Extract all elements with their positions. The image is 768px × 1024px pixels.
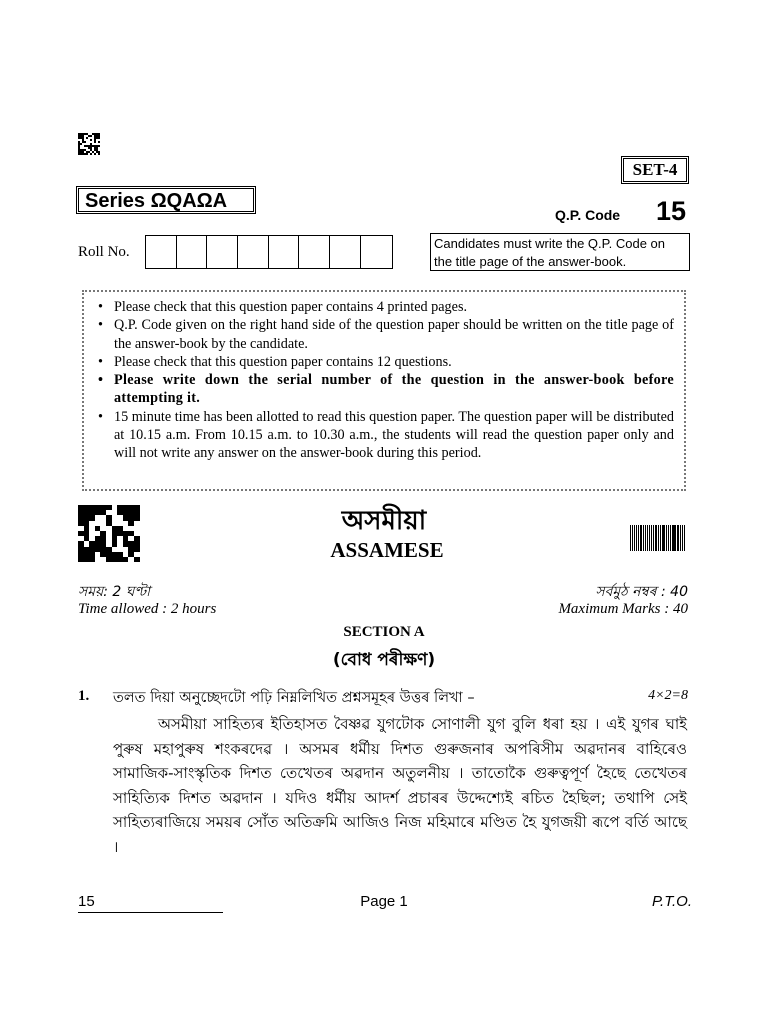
- roll-box[interactable]: [330, 236, 361, 268]
- comprehension-passage: অসমীয়া সাহিত্যৰ ইতিহাসত বৈষ্ণৱ যুগটোক সোণালী যুগ বুলি ধৰা হয় । এই যুগৰ ঘাই পুৰুষ মহাপুৰুষ শংকৰদেৱ । অসমৰ ধৰ্মীয় দিশত গুৰুজনাৰ অপৰিসীম অৱদানৰ বাহিৰেও সামাজিক-সাংস্কৃতিক দিশত তেখেতৰ অৱদান অতুলনীয় । তাতোকৈ গুৰুত্বপূৰ্ণ হৈছে তেখেতৰ সাহিত্যিক দিশত অৱদান । যদিও ধৰ্মীয় আদৰ্শ প্ৰচাৰৰ উদ্দেশ্যেই ৰচিত হৈছিল; তথাপি সেই সাহিত্যৰাজিয়ে সময়ৰ সোঁত অতিক্ৰমি আজিও নিজ মহিমাৰে মণ্ডিত হৈ যুগজয়ী ৰূপে বৰ্তি আছে ।: [113, 715, 687, 856]
- subject-title-english: ASSAMESE: [330, 538, 444, 562]
- page-number: Page 1: [360, 893, 408, 910]
- pto-label: P.T.O.: [651, 893, 692, 910]
- instruction-item: • Q.P. Code given on the right hand side of the question paper should be written on the title page of the answer-book by the candidate.: [94, 316, 674, 353]
- question-number: 1.: [78, 688, 90, 704]
- footer-rule: [78, 912, 223, 913]
- roll-box[interactable]: [299, 236, 330, 268]
- roll-box[interactable]: [207, 236, 238, 268]
- roll-number-label: Roll No.: [78, 244, 130, 260]
- instruction-item: • 15 minute time has been allotted to read this question paper. The question paper will be distributed at 10.15 a.m. From 10.15 a.m. to 10.30 a.m., the students will read the question paper only and will not write any answer on the answer-book during this period.: [94, 408, 674, 463]
- question-marks: 4×2=8: [648, 688, 688, 703]
- qp-code-value: 15: [656, 196, 687, 226]
- section-subtitle: (বোধ পৰীক্ষণ): [332, 650, 436, 670]
- time-allowed-assamese: সময়: 2 ঘণ্টা: [78, 584, 151, 600]
- max-marks-english: Maximum Marks : 40: [558, 601, 688, 617]
- question-text: তলত দিয়া অনুচ্ছেদটো পঢ়ি নিম্নলিখিত প্ৰশ্নসমূহৰ উত্তৰ লিখা –: [113, 690, 475, 706]
- roll-box[interactable]: [177, 236, 208, 268]
- set-label: SET-4: [623, 158, 687, 182]
- instruction-item: • Please check that this question paper contains 12 questions.: [94, 353, 674, 371]
- max-marks-assamese: সৰ্বমুঠ নম্বৰ : 40: [595, 584, 688, 600]
- instructions-box: [82, 290, 686, 491]
- roll-box[interactable]: [238, 236, 269, 268]
- qr-code-small: [78, 133, 100, 155]
- instruction-item: • Please write down the serial number of the question in the answer-book before attempting it.: [94, 371, 674, 408]
- footer-code: 15: [78, 893, 95, 910]
- section-title: SECTION A: [343, 624, 425, 640]
- roll-number-boxes[interactable]: [145, 235, 393, 269]
- time-allowed-english: Time allowed : 2 hours: [78, 601, 217, 617]
- roll-box[interactable]: [269, 236, 300, 268]
- roll-box[interactable]: [146, 236, 177, 268]
- barcode: [630, 525, 686, 551]
- candidate-note: Candidates must write the Q.P. Code on the title page of the answer-book.: [430, 233, 690, 271]
- instruction-item: • Please check that this question paper contains 4 printed pages.: [94, 298, 674, 316]
- series-label: Series ΩQAΩA: [78, 188, 254, 212]
- subject-title-assamese: অসমীয়া: [341, 506, 427, 536]
- qp-code-label: Q.P. Code: [555, 207, 621, 223]
- roll-box[interactable]: [361, 236, 392, 268]
